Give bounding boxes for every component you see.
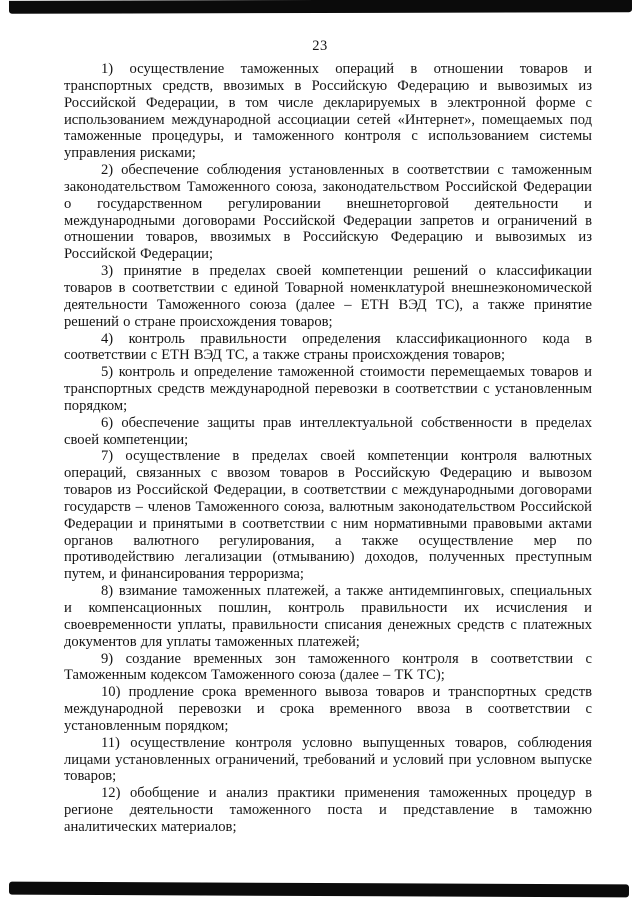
scan-artifact-top bbox=[9, 0, 632, 14]
paragraph-1: 1) осуществление таможенных операций в отношении товаров и транспортных средств, ввозимых в Российскую Федерацию и вывозимых из Российской Федерации, в том числе декларируемых в электронной форме с использованием международной ассоциации сетей «Интернет», помещаемых под таможенные процедуры, и таможенного контроля с использованием системы управления рисками; bbox=[64, 61, 592, 162]
document-body bbox=[64, 61, 592, 836]
paragraph-6: 6) обеспечение защиты прав интеллектуальной собственности в пределах своей компетенции; bbox=[64, 414, 592, 448]
paragraph-7: 7) осуществление в пределах своей компетенции контроля валютных операций, связанных с ввозом товаров в Российскую Федерацию и вывозом товаров из Российской Федерации, в соответствии с международными договорами государств – членов Таможенного союза, валютным законодательством Российской Федерации и принятыми в соответствии с ним нормативными правовыми актами органов валютного регулирования, а также осуществление мер по противодействию легализации (отмыванию) доходов, полученных преступным путем, и финансирования терроризма; bbox=[64, 448, 592, 583]
paragraph-3: 3) принятие в пределах своей компетенции решений о классификации товаров в соответствии с единой Товарной номенклатурой внешнеэкономической деятельности Таможенного союза (далее – ЕТН ВЭД ТС), а также принятие решений о стране происхождения товаров; bbox=[64, 263, 592, 330]
page-number: 23 bbox=[312, 38, 328, 54]
paragraph-10: 10) продление срока временного вывоза товаров и транспортных средств международной перевозки и срока временного ввоза в соответствии с установленным порядком; bbox=[64, 684, 592, 734]
paragraph-11: 11) осуществление контроля условно выпущенных товаров, соблюдения лицами установленных ограничений, требований и условий при условном выпуске товаров; bbox=[64, 734, 592, 785]
paragraph-5: 5) контроль и определение таможенной стоимости перемещаемых товаров и транспортных средств международной перевозки в соответствии с установленным порядком; bbox=[64, 364, 592, 414]
paragraph-4: 4) контроль правильности определения классификационного кода в соответствии с ЕТН ВЭД ТС, а также страны происхождения товаров; bbox=[64, 330, 592, 364]
scan-artifact-bottom bbox=[9, 882, 629, 898]
paragraph-12: 12) обобщение и анализ практики применения таможенных процедур в регионе деятельности таможенного поста и представление в таможню аналитических материалов; bbox=[64, 785, 592, 835]
paragraph-9: 9) создание временных зон таможенного контроля в соответствии с Таможенным кодексом Таможенного союза (далее – ТК ТС); bbox=[64, 650, 592, 684]
paragraph-8: 8) взимание таможенных платежей, а также антидемпинговых, специальных и компенсационных пошлин, контроль правильности их исчисления и своевременности уплаты, правильности списания денежных средств с платежных документов для уплаты таможенных платежей; bbox=[64, 583, 592, 650]
paragraph-2: 2) обеспечение соблюдения установленных в соответствии с таможенным законодательством Таможенного союза, законодательством Российской Федерации о государственном регулировании внешнеторговой деятельности и международными договорами Российской Федерации запретов и ограничений в отношении товаров, ввозимых в Российскую Федерацию и вывозимых из Российской Федерации; bbox=[64, 162, 592, 263]
